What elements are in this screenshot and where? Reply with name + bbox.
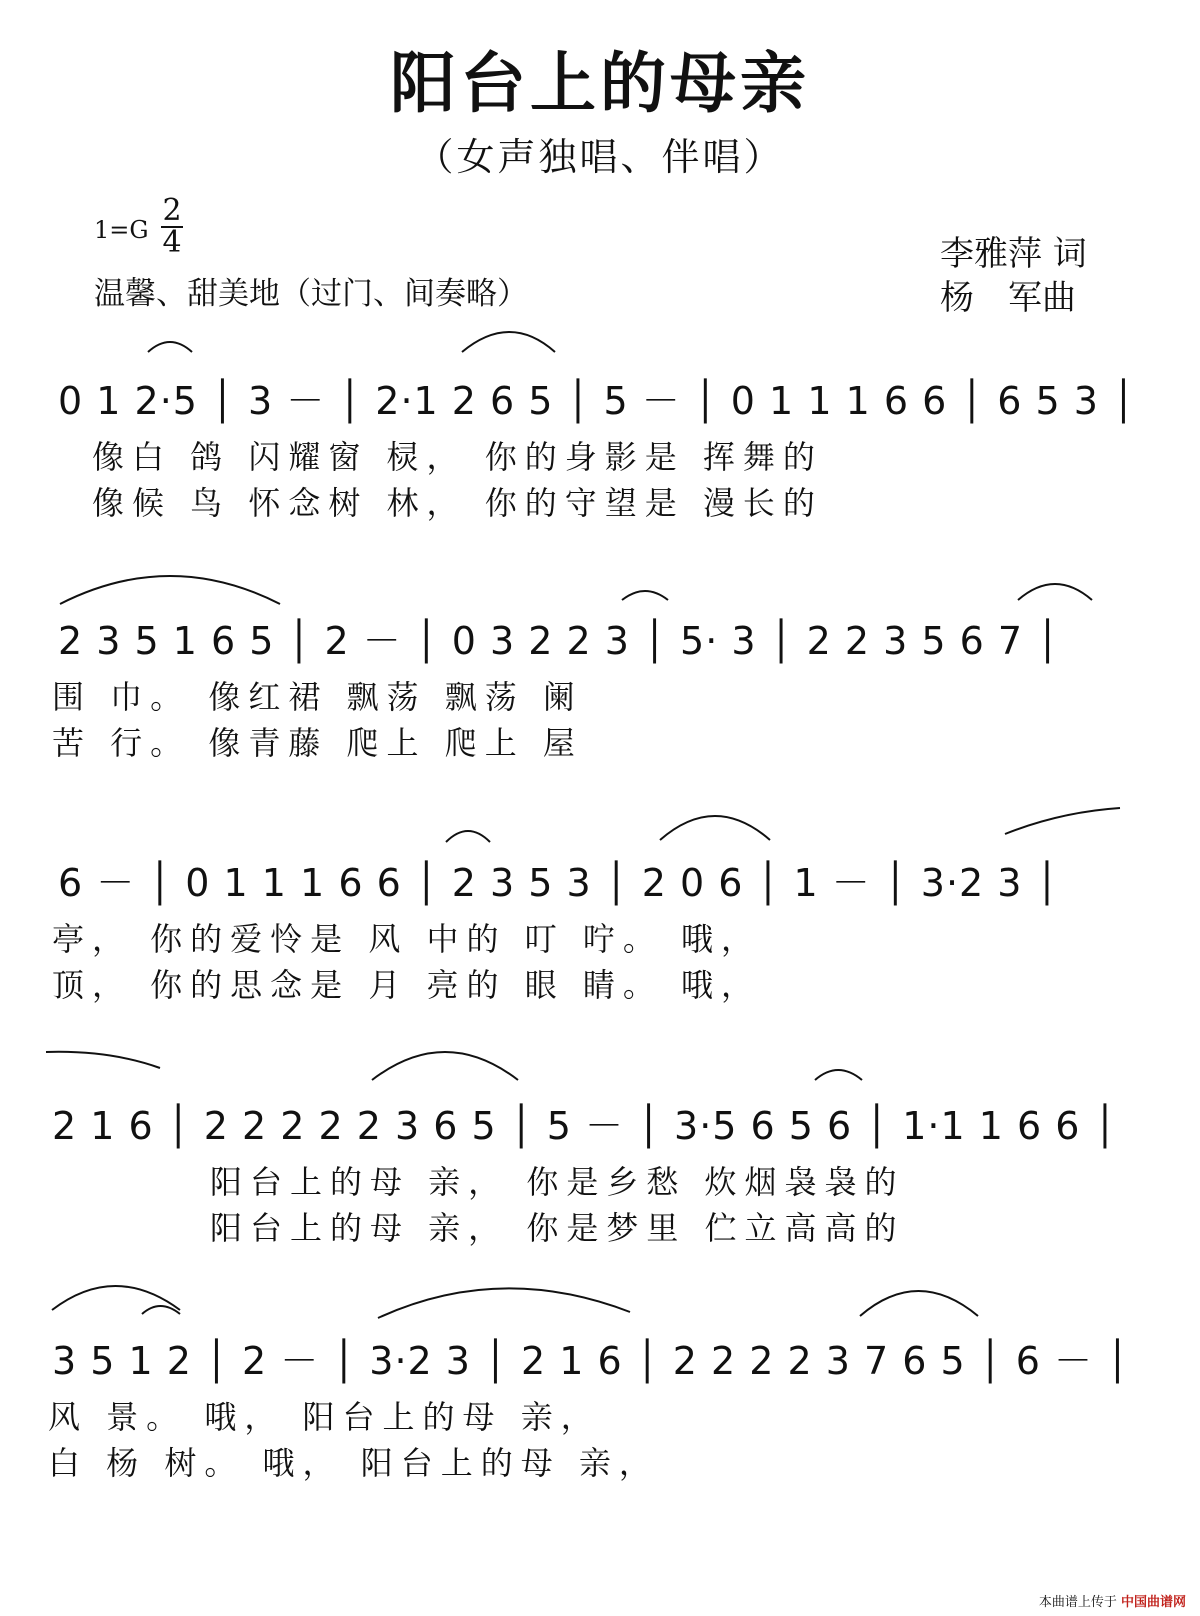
time-signature-top: 2 <box>162 193 182 228</box>
tempo-marking: 温馨、甜美地（过门、间奏略） <box>94 276 528 312</box>
lyricist-credit: 李雅萍 词 <box>940 234 1087 274</box>
footer-watermark <box>1039 1591 1186 1610</box>
lyric-verse-1: 亭， 你的爱怜是 风 中的 叮 咛。 哦， <box>52 920 762 958</box>
key-signature: 1=G <box>94 216 149 244</box>
lyric-verse-1: 风 景。 哦， 阳台上的母 亲， <box>48 1398 601 1436</box>
time-signature-bottom: 4 <box>162 225 182 260</box>
lyric-verse-2: 阳台上的母 亲， 你是梦里 伫立高高的 <box>210 1209 905 1247</box>
notation-line: 2 1 6 │ 2 2 2 2 2 3 6 5 │ 5 － │ 3·5 6 5 6 │ 1·1 1 6 6 │ <box>52 1104 1118 1148</box>
footer-brand: 中国曲谱网 <box>1120 1595 1186 1610</box>
lyric-verse-2: 苦 行。 像青藤 爬上 爬上 屋 <box>52 724 583 762</box>
lyric-verse-2: 像候 鸟 怀念树 林， 你的守望是 漫长的 <box>92 484 823 522</box>
lyric-verse-1: 阳台上的母 亲， 你是乡愁 炊烟袅袅的 <box>210 1163 905 1201</box>
lyric-verse-1: 像白 鸽 闪耀窗 棂， 你的身影是 挥舞的 <box>92 438 823 476</box>
footer-prefix: 本曲谱上传于 <box>1038 1595 1117 1610</box>
notation-line: 0 1 2·5 │ 3 － │ 2·1 2 6 5 │ 5 － │ 0 1 1 1 6 6 │ 6 5 3 │ <box>58 379 1136 423</box>
page-subtitle: （女声独唱、伴唱） <box>415 135 785 179</box>
page-title: 阳台上的母亲 <box>390 44 810 122</box>
lyric-verse-2: 白 杨 树。 哦， 阳台上的母 亲， <box>48 1444 659 1482</box>
lyric-verse-1: 围 巾。 像红裙 飘荡 飘荡 阑 <box>52 678 583 716</box>
composer-credit: 杨 军曲 <box>940 278 1076 318</box>
lyric-verse-2: 顶， 你的思念是 月 亮的 眼 睛。 哦， <box>52 966 762 1004</box>
notation-line: 3 5 1 2 │ 2 － │ 3·2 3 │ 2 1 6 │ 2 2 2 2 3 7 6 5 │ 6 － │ <box>52 1339 1130 1383</box>
notation-line: 6 － │ 0 1 1 1 6 6 │ 2 3 5 3 │ 2 0 6 │ 1 － │ 3·2 3 │ <box>58 861 1060 905</box>
notation-line: 2 3 5 1 6 5 │ 2 － │ 0 3 2 2 3 │ 5· 3 │ 2 2 3 5 6 7 │ <box>58 619 1060 663</box>
